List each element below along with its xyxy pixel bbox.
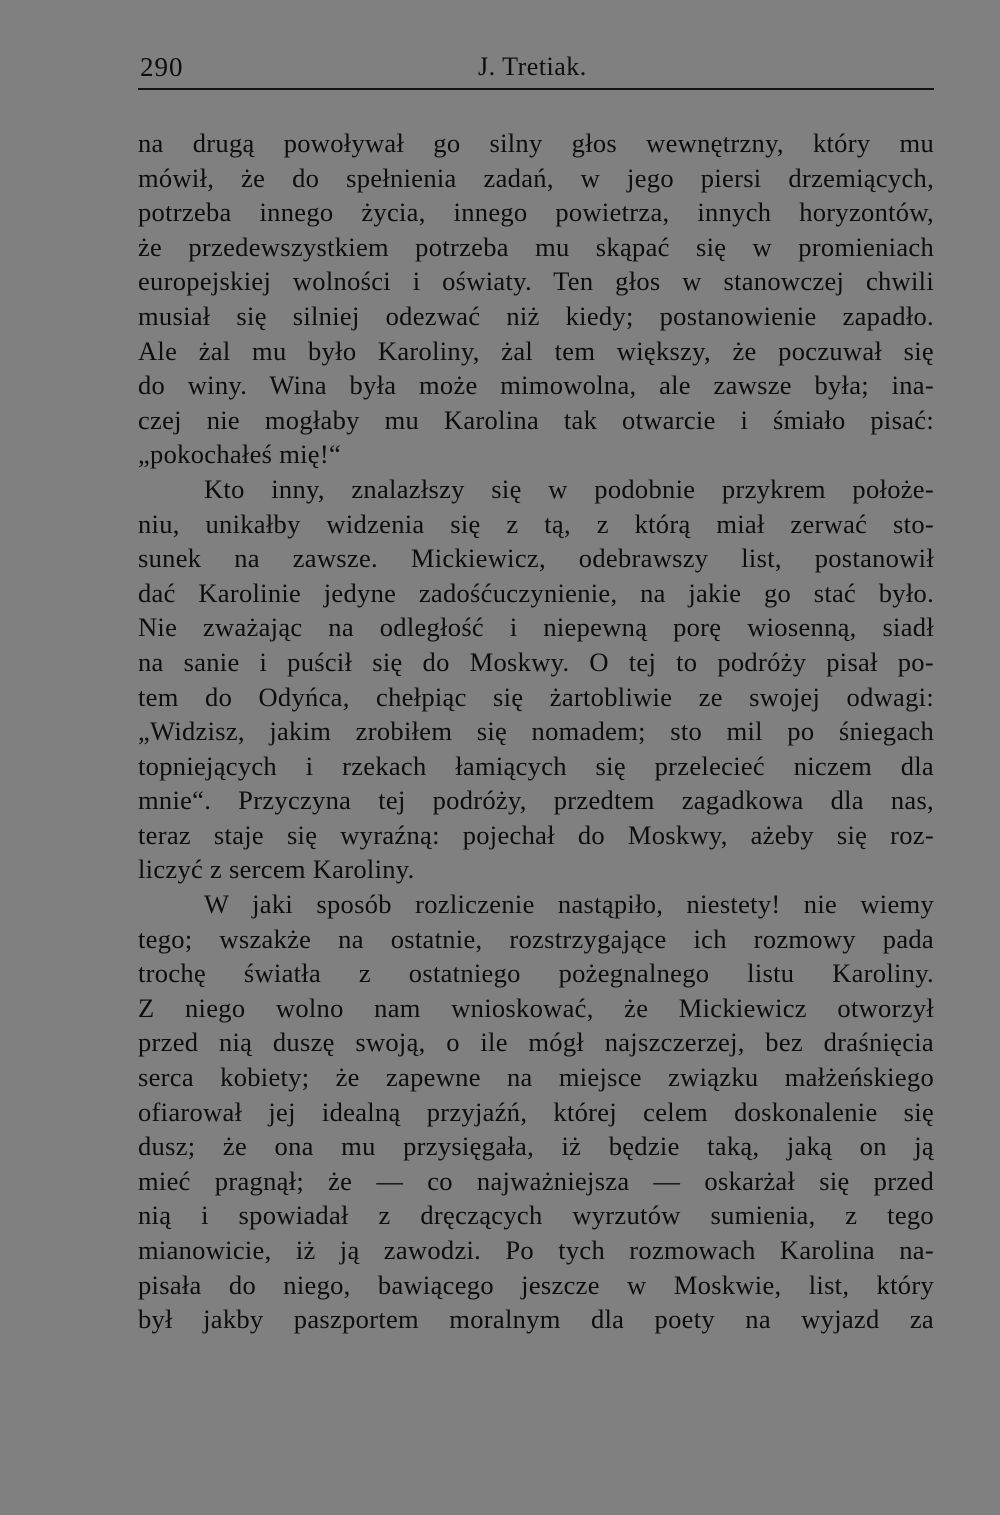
text-line: był jakby paszportem moralnym dla poety na wyjazd za: [138, 1304, 934, 1335]
text-line: Z niego wolno nam wnioskować, że Mickiewicz otworzył: [138, 992, 934, 1023]
text-line: niu, unikałby widzenia się z tą, z którą miał zerwać sto-: [138, 508, 934, 539]
text-line: potrzeba innego życia, innego powietrza, innych horyzontów,: [138, 197, 934, 228]
text-line: do winy. Wina była może mimowolna, ale zawsze była; ina-: [138, 370, 934, 401]
text-line: że przedewszystkiem potrzeba mu skąpać się w promieniach: [138, 231, 934, 262]
text-line: Kto inny, znalazłszy się w podobnie przykrem położe-: [204, 473, 934, 504]
text-line: topniejących i rzekach łamiących się przelecieć niczem dla: [138, 750, 934, 781]
text-line: mieć pragnął; że — co najważniejsza — oskarżał się przed: [138, 1165, 934, 1196]
running-head: J. Tretiak.: [478, 52, 587, 81]
text-line: tego; wszakże na ostatnie, rozstrzygające ich rozmowy pada: [138, 923, 934, 954]
text-line: musiał się silniej odezwać niż kiedy; postanowienie zapadło.: [138, 300, 934, 331]
text-line: serca kobiety; że zapewne na miejsce związku małżeńskiego: [138, 1062, 934, 1093]
text-line: pisała do niego, bawiącego jeszcze w Moskwie, list, który: [138, 1269, 934, 1300]
text-line: „Widzisz, jakim zrobiłem się nomadem; sto mil po śniegach: [138, 716, 934, 747]
header-rule: [138, 88, 934, 90]
text-line: mnie“. Przyczyna tej podróży, przedtem zagadkowa dla nas,: [138, 785, 934, 816]
page-number: 290: [140, 52, 184, 82]
text-line: europejskiej wolności i oświaty. Ten głos w stanowczej chwili: [138, 266, 934, 297]
text-line: dusz; że ona mu przysięgała, iż będzie taką, jaką on ją: [138, 1131, 934, 1162]
text-line: czej nie mogłaby mu Karolina tak otwarcie i śmiało pisać:: [138, 404, 934, 435]
text-line: „pokochałeś mię!“: [138, 439, 342, 470]
text-line: ofiarował jej idealną przyjaźń, której celem doskonalenie się: [138, 1096, 934, 1127]
text-line: trochę światła z ostatniego pożegnalnego listu Karoliny.: [138, 958, 934, 989]
text-line: Nie zważając na odległość i niepewną porę wiosenną, siadł: [138, 612, 934, 643]
text-line: teraz staje się wyraźną: pojechał do Moskwy, ażeby się roz-: [138, 819, 934, 850]
text-line: na sanie i puścił się do Moskwy. O tej to podróży pisał po-: [138, 646, 934, 677]
text-line: W jaki sposób rozliczenie nastąpiło, niestety! nie wiemy: [204, 889, 934, 920]
text-line: liczyć z sercem Karoliny.: [138, 854, 415, 885]
text-line: tem do Odyńca, chełpiąc się żartobliwie ze swojej odwagi:: [138, 681, 934, 712]
text-line: sunek na zawsze. Mickiewicz, odebrawszy list, postanowił: [138, 543, 934, 574]
text-line: przed nią duszę swoją, o ile mógł najszczerzej, bez draśnięcia: [138, 1027, 934, 1058]
text-line: mówił, że do spełnienia zadań, w jego piersi drzemiących,: [138, 162, 934, 193]
text-line: Ale żal mu było Karoliny, żal tem większy, że poczuwał się: [138, 335, 934, 366]
page-header: [138, 52, 934, 88]
text-line: mianowicie, iż ją zawodzi. Po tych rozmowach Karolina na-: [138, 1235, 934, 1265]
text-line: nią i spowiadał z dręczących wyrzutów sumienia, z tego: [138, 1200, 934, 1231]
text-line: dać Karolinie jedyne zadośćuczynienie, na jakie go stać było.: [138, 577, 934, 608]
body-text: [138, 126, 934, 1337]
text-line: na drugą powoływał go silny głos wewnętrzny, który mu: [138, 128, 934, 158]
